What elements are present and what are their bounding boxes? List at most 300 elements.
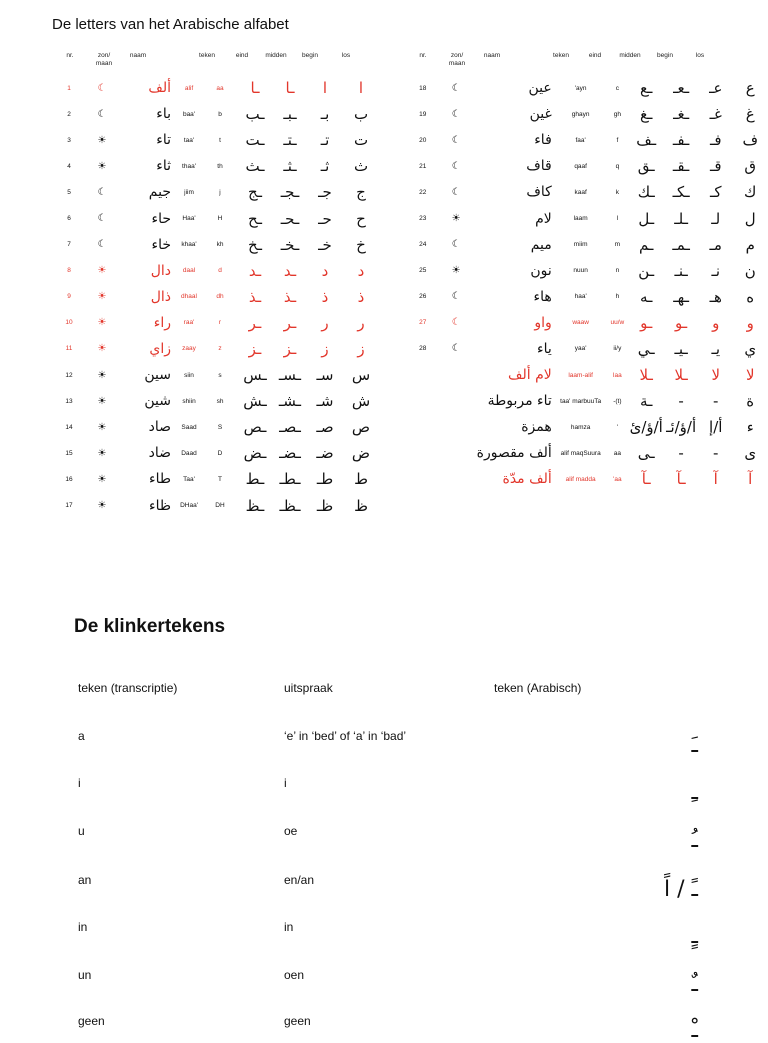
- letter-form-midden: ـحـ: [280, 209, 300, 228]
- letter-form-eind: ـط: [245, 470, 265, 489]
- letter-number: 12: [65, 371, 73, 379]
- letter-form-midden: -: [678, 392, 684, 411]
- letter-row: [57, 284, 379, 310]
- letter-name-transcription: Saad: [181, 423, 197, 431]
- letter-form-los: ر: [357, 313, 365, 332]
- letter-form-midden: ـو: [675, 313, 688, 332]
- vowel-row: [0, 1014, 768, 1043]
- letter-form-midden: ـكـ: [672, 183, 690, 202]
- sun-icon: ☀: [451, 213, 461, 225]
- vowels-header-uitspraak: uitspraak: [284, 681, 333, 695]
- letter-sign: uu/w: [610, 319, 625, 327]
- letter-form-midden: ـتـ: [283, 131, 297, 150]
- letter-name-arabic: ألف: [148, 80, 171, 97]
- letter-name-transcription: laam-alif: [568, 371, 593, 379]
- letter-form-los: د: [357, 261, 365, 280]
- vowels-header-arabisch: teken (Arabisch): [494, 681, 582, 695]
- sun-icon: ☀: [97, 395, 107, 407]
- letter-number: 22: [419, 188, 427, 196]
- vowel-transcription: in: [78, 920, 88, 934]
- letter-name-transcription: miim: [573, 241, 588, 249]
- sun-icon: ☀: [97, 134, 107, 146]
- letter-name-transcription: alif madda: [565, 475, 596, 483]
- letter-number: [410, 388, 436, 414]
- header-nr: nr.: [66, 52, 74, 59]
- header-zonmaan: zon/ maan: [95, 52, 113, 67]
- letter-name-arabic: حاء: [151, 210, 171, 227]
- header-eind: eind: [235, 52, 249, 59]
- zonmaan-empty: [436, 362, 477, 388]
- letter-form-begin: ز: [321, 339, 329, 358]
- sun-icon: ☀: [97, 500, 107, 512]
- letter-sign: j: [219, 188, 221, 196]
- letter-sign: gh: [613, 110, 621, 118]
- letter-name-transcription: zaay: [182, 345, 196, 353]
- letter-name-transcription: siin: [184, 371, 194, 379]
- letter-form-los: ز: [357, 339, 365, 358]
- letter-name-arabic: واو: [534, 314, 552, 331]
- letter-form-eind: ـض: [243, 444, 267, 463]
- letter-number: 7: [67, 241, 71, 249]
- letter-sign: f: [616, 136, 619, 144]
- moon-icon: ☾: [97, 108, 107, 120]
- letter-name-arabic: ألف مدّة: [502, 471, 552, 488]
- vowels-header-transcriptie: teken (transcriptie): [78, 681, 178, 695]
- letter-sign: -(t): [613, 397, 622, 405]
- letter-name-arabic: فاء: [534, 132, 552, 149]
- letter-name-transcription: khaa': [181, 241, 197, 249]
- letter-form-eind: ـآ: [641, 470, 651, 489]
- letter-sign: ii/y: [613, 345, 622, 353]
- moon-icon: ☾: [97, 186, 107, 198]
- letter-form-eind: ـا: [250, 79, 260, 98]
- letter-form-los: ي: [744, 339, 757, 358]
- vowel-pronunciation: in: [284, 920, 294, 934]
- letter-form-los: ط: [354, 470, 368, 489]
- letter-form-midden: ـد: [283, 261, 297, 280]
- letter-number: 24: [419, 241, 427, 249]
- letter-name-arabic: ضاد: [148, 445, 171, 462]
- moon-icon: ☾: [451, 186, 461, 198]
- letter-form-eind: ـف: [636, 131, 657, 150]
- letter-row: [57, 179, 379, 205]
- letter-sign: D: [217, 449, 223, 457]
- letter-name-arabic: ذال: [150, 288, 171, 305]
- letter-sign: dh: [216, 293, 224, 301]
- moon-icon: ☾: [451, 317, 461, 329]
- letter-form-midden: أ/ؤ/ئـ: [666, 418, 697, 437]
- vowel-arabic-sign: ـَ: [691, 733, 698, 758]
- letter-number: [410, 466, 436, 492]
- header-nr-right: nr.: [419, 52, 427, 59]
- letter-name-arabic: همزة: [521, 419, 552, 436]
- moon-icon: ☾: [451, 108, 461, 120]
- vowel-arabic-sign: ـِ: [691, 780, 698, 805]
- vowel-transcription: i: [78, 776, 81, 790]
- vowel-arabic-sign: ـٍ: [691, 924, 698, 949]
- letter-form-los: ص: [351, 418, 371, 437]
- vowel-row: [0, 729, 768, 758]
- header-zonmaan-right: zon/ maan: [448, 52, 466, 67]
- letter-form-los: ذ: [357, 287, 365, 306]
- header-eind-right: eind: [588, 52, 602, 59]
- letter-form-eind: أ/ؤ/ئ: [629, 418, 663, 437]
- letter-form-eind: ـج: [247, 183, 263, 202]
- letter-form-begin: -: [713, 444, 719, 463]
- letter-form-begin: ر: [321, 313, 329, 332]
- letter-form-eind: ـع: [640, 79, 653, 98]
- moon-icon: ☾: [451, 291, 461, 303]
- letter-number: 5: [67, 188, 71, 196]
- letter-number: 19: [419, 110, 427, 118]
- letter-name-arabic: خاء: [151, 236, 171, 253]
- letter-form-midden: ـفـ: [672, 131, 690, 150]
- letter-form-eind: ـص: [243, 418, 267, 437]
- letter-sign: q: [615, 162, 620, 170]
- letter-form-eind: ـي: [637, 339, 655, 358]
- letter-form-eind: ـر: [248, 313, 262, 332]
- letter-name-arabic: قاف: [526, 158, 552, 175]
- letter-form-eind: ـك: [637, 183, 655, 202]
- letter-form-eind: ـه: [640, 287, 653, 306]
- letter-name-transcription: kaaf: [574, 188, 587, 196]
- moon-icon: ☾: [451, 239, 461, 251]
- letter-name-arabic: كاف: [526, 184, 552, 201]
- letter-form-midden: ـجـ: [280, 183, 300, 202]
- letter-form-eind: ـز: [248, 339, 262, 358]
- letter-form-los: ب: [353, 105, 369, 124]
- letter-form-begin: لا: [711, 366, 721, 385]
- letter-form-los: خ: [356, 235, 366, 254]
- letter-sign: d: [218, 267, 222, 275]
- letter-form-begin: شـ: [316, 392, 334, 411]
- letter-form-los: م: [745, 235, 755, 254]
- letter-number: 21: [419, 162, 427, 170]
- letter-row: [410, 258, 768, 284]
- letter-form-begin: سـ: [316, 366, 334, 385]
- moon-icon: ☾: [451, 82, 461, 94]
- letter-number: 23: [419, 215, 427, 223]
- vowel-transcription: an: [78, 873, 92, 887]
- letter-form-midden: ـخـ: [280, 235, 300, 254]
- letter-row: [410, 127, 768, 153]
- letter-form-eind: ـث: [245, 157, 265, 176]
- letter-sign: H: [217, 215, 223, 223]
- letter-form-begin: ذ: [321, 287, 329, 306]
- letter-name-transcription: jiim: [184, 188, 194, 196]
- letter-form-los: ف: [742, 131, 759, 150]
- letter-form-begin: جـ: [318, 183, 332, 202]
- letter-number: 26: [419, 293, 427, 301]
- letter-form-los: ث: [353, 157, 369, 176]
- letter-sign: t: [219, 136, 221, 144]
- letter-form-begin: عـ: [709, 79, 723, 98]
- letter-name-transcription: faa': [575, 136, 586, 144]
- letter-name-arabic: تاء: [156, 132, 171, 149]
- letter-form-los: لا: [745, 366, 755, 385]
- letter-form-los: و: [746, 313, 754, 332]
- letter-form-begin: نـ: [711, 261, 721, 280]
- letter-form-eind: ـش: [243, 392, 267, 411]
- letter-name-arabic: شين: [144, 393, 171, 410]
- letter-row: [57, 440, 379, 466]
- letter-name-transcription: alif maqSuura: [560, 449, 601, 457]
- letter-row: [57, 153, 379, 179]
- letter-sign: sh: [216, 397, 224, 405]
- letter-form-eind: ـس: [243, 366, 267, 385]
- letter-number: 8: [67, 267, 71, 275]
- letter-number: 20: [419, 136, 427, 144]
- letter-name-transcription: baa': [182, 110, 196, 118]
- letter-row: [57, 232, 379, 258]
- letter-name-arabic: باء: [156, 106, 171, 123]
- letter-name-arabic: ظاء: [149, 497, 171, 514]
- moon-icon: ☾: [97, 239, 107, 251]
- letter-row: [57, 388, 379, 414]
- letter-sign: m: [614, 241, 621, 249]
- vowel-pronunciation: en/an: [284, 873, 315, 887]
- zonmaan-empty: [436, 466, 477, 492]
- header-naam-right: naam: [483, 52, 501, 59]
- letter-form-midden: ـشـ: [278, 392, 302, 411]
- sun-icon: ☀: [97, 421, 107, 433]
- letter-name-transcription: taa': [183, 136, 195, 144]
- zonmaan-empty: [436, 414, 477, 440]
- moon-icon: ☾: [97, 213, 107, 225]
- letter-name-transcription: qaaf: [574, 162, 587, 170]
- letter-form-begin: هـ: [709, 287, 722, 306]
- letter-form-midden: ـطـ: [279, 470, 301, 489]
- letter-sign: b: [218, 110, 222, 118]
- letter-form-los: ت: [353, 131, 369, 150]
- vowel-row: [0, 776, 768, 805]
- letter-form-midden: ـلا: [674, 366, 688, 385]
- header-begin: begin: [302, 52, 318, 59]
- letter-form-begin: غـ: [709, 105, 722, 124]
- letter-row: [57, 101, 379, 127]
- letter-form-midden: ـذ: [283, 287, 297, 306]
- letter-sign: aa: [613, 449, 621, 457]
- letter-form-begin: كـ: [709, 183, 722, 202]
- letter-row: [410, 205, 768, 231]
- letter-form-los: س: [351, 366, 371, 385]
- vowel-row: [0, 968, 768, 997]
- letter-form-eind: ـل: [638, 209, 655, 228]
- page-title: De letters van het Arabische alfabet: [52, 16, 289, 33]
- letter-name-arabic: دال: [150, 262, 171, 279]
- letter-name-arabic: ياء: [537, 340, 552, 357]
- vowel-pronunciation: oen: [284, 968, 305, 982]
- letter-number: 6: [67, 215, 71, 223]
- letter-number: 18: [419, 84, 427, 92]
- letter-name-transcription: taa' marbuuTa: [560, 397, 602, 405]
- letter-form-los: ء: [746, 418, 754, 437]
- letter-form-los: ع: [745, 79, 755, 98]
- vowel-row: [0, 873, 768, 902]
- sun-icon: ☀: [97, 291, 107, 303]
- letter-number: 2: [67, 110, 71, 118]
- vowel-pronunciation: ‘e’ in ‘bed’ of ‘a’ in ‘bad’: [284, 729, 407, 743]
- letter-form-midden: ـصـ: [279, 418, 301, 437]
- sun-icon: ☀: [97, 160, 107, 172]
- letter-sign: T: [218, 475, 222, 483]
- letter-form-midden: ـمـ: [672, 235, 690, 254]
- letter-name-transcription: thaa': [182, 162, 196, 170]
- letter-number: [410, 440, 436, 466]
- letter-number: 11: [65, 345, 73, 353]
- sun-icon: ☀: [97, 473, 107, 485]
- letter-form-eind: ـذ: [248, 287, 262, 306]
- letter-name-transcription: hamza: [570, 423, 591, 431]
- header-los-right: los: [695, 52, 705, 59]
- letter-name-transcription: daal: [182, 267, 196, 275]
- letter-row: [57, 258, 379, 284]
- letter-form-eind: ـغ: [640, 105, 653, 124]
- letter-form-begin: آ: [713, 470, 718, 489]
- letter-name-arabic: لام ألف: [508, 367, 552, 384]
- letter-name-arabic: صاد: [148, 419, 171, 436]
- letter-form-eind: ـن: [638, 261, 655, 280]
- letter-form-los: ى: [744, 444, 757, 463]
- vowel-row: [0, 920, 768, 949]
- letter-number: 10: [65, 319, 73, 327]
- letter-name-arabic: هاء: [533, 288, 552, 305]
- letter-number: [410, 414, 436, 440]
- letter-number: 25: [419, 267, 427, 275]
- vowel-arabic-sign: ـً / اً: [664, 877, 698, 902]
- header-begin-right: begin: [657, 52, 673, 59]
- vowel-pronunciation: oe: [284, 824, 298, 838]
- letter-form-begin: بـ: [320, 105, 330, 124]
- letter-name-arabic: نون: [530, 262, 552, 279]
- letter-form-begin: يـ: [711, 339, 721, 358]
- letter-name-arabic: راء: [153, 314, 171, 331]
- letter-form-los: آ: [748, 470, 753, 489]
- vowel-arabic-sign: ـُ: [691, 828, 698, 853]
- letter-form-begin: فـ: [709, 131, 722, 150]
- letter-sign: c: [615, 84, 619, 92]
- letter-number: [410, 362, 436, 388]
- letter-number: 4: [67, 162, 71, 170]
- letter-form-los: ل: [744, 209, 756, 228]
- letter-row: [57, 336, 379, 362]
- letter-number: 9: [67, 293, 71, 301]
- letter-row: [57, 310, 379, 336]
- letter-form-begin: -: [713, 392, 719, 411]
- letter-sign: S: [217, 423, 223, 431]
- letter-number: 1: [67, 84, 71, 92]
- letter-form-begin: و: [712, 313, 720, 332]
- header-los: los: [341, 52, 351, 59]
- letter-form-midden: ـلـ: [674, 209, 688, 228]
- letter-name-arabic: تاء مربوطة: [487, 393, 552, 410]
- letter-form-midden: ـنـ: [674, 261, 688, 280]
- letter-form-begin: ا: [322, 79, 328, 98]
- zonmaan-empty: [436, 440, 477, 466]
- letter-number: 16: [65, 475, 73, 483]
- letter-sign: ': [616, 423, 618, 431]
- letter-form-eind: ـب: [245, 105, 265, 124]
- letter-row: [410, 179, 768, 205]
- letter-row: [57, 127, 379, 153]
- letter-name-transcription: laam: [573, 215, 588, 223]
- vowels-title: De klinkertekens: [74, 616, 226, 637]
- letter-form-los: ظ: [354, 496, 368, 515]
- moon-icon: ☾: [451, 343, 461, 355]
- zonmaan-empty: [436, 388, 477, 414]
- letter-form-midden: ـيـ: [674, 339, 688, 358]
- letter-form-begin: ثـ: [320, 157, 330, 176]
- header-midden-right: midden: [619, 52, 641, 59]
- letter-form-begin: صـ: [316, 418, 334, 437]
- letter-sign: DH: [215, 502, 225, 510]
- letter-row: [57, 362, 379, 388]
- letter-number: 17: [65, 502, 73, 510]
- letter-form-eind: ـح: [247, 209, 263, 228]
- letter-form-begin: قـ: [709, 157, 722, 176]
- moon-icon: ☾: [97, 82, 107, 94]
- letter-form-eind: ـت: [245, 131, 265, 150]
- letter-sign: n: [615, 267, 620, 275]
- letter-form-los: ك: [744, 183, 757, 202]
- letter-name-arabic: ألف مقصورة: [476, 445, 552, 462]
- sun-icon: ☀: [451, 265, 461, 277]
- letter-form-los: ه: [746, 287, 755, 306]
- letter-name-arabic: ميم: [530, 236, 552, 253]
- letter-form-midden: -: [678, 444, 684, 463]
- letter-form-begin: أ/إ: [709, 418, 723, 437]
- letter-form-begin: تـ: [320, 131, 330, 150]
- letter-name-transcription: shiin: [182, 397, 196, 405]
- vowel-arabic-sign: ـْ: [691, 1018, 698, 1043]
- letter-form-midden: ـا: [285, 79, 295, 98]
- letter-form-eind: ـق: [637, 157, 655, 176]
- letter-sign: th: [217, 162, 223, 170]
- letter-form-eind: ـو: [640, 313, 653, 332]
- letter-form-midden: ـز: [283, 339, 297, 358]
- letter-row: [410, 232, 768, 258]
- letter-number: 28: [419, 345, 427, 353]
- letter-name-arabic: غين: [529, 106, 552, 123]
- letter-form-midden: ـبـ: [283, 105, 297, 124]
- letter-form-eind: ـى: [637, 444, 655, 463]
- sun-icon: ☀: [97, 317, 107, 329]
- letter-form-midden: ـسـ: [278, 366, 302, 385]
- letter-sign: r: [218, 319, 222, 327]
- letter-form-begin: د: [321, 261, 329, 280]
- letter-form-los: ح: [356, 209, 366, 228]
- moon-icon: ☾: [451, 134, 461, 146]
- letter-number: 3: [67, 136, 71, 144]
- letter-row: [410, 284, 768, 310]
- letter-name-transcription: waaw: [572, 319, 589, 327]
- letter-name-transcription: ghayn: [571, 110, 590, 118]
- header-naam: naam: [129, 52, 147, 59]
- letter-form-los: ن: [744, 261, 756, 280]
- letter-sign: h: [615, 293, 620, 301]
- letter-row: [57, 493, 379, 519]
- letter-row: [410, 101, 768, 127]
- letter-form-eind: ـخ: [247, 235, 263, 254]
- letter-form-los: ة: [746, 392, 755, 411]
- letter-name-transcription: haa': [574, 293, 587, 301]
- letter-form-eind: ـة: [640, 392, 653, 411]
- alphabet-table-left: [57, 75, 379, 519]
- letter-form-midden: ـهـ: [673, 287, 689, 306]
- letter-form-midden: ـثـ: [283, 157, 297, 176]
- moon-icon: ☾: [451, 160, 461, 172]
- letter-sign: s: [218, 371, 222, 379]
